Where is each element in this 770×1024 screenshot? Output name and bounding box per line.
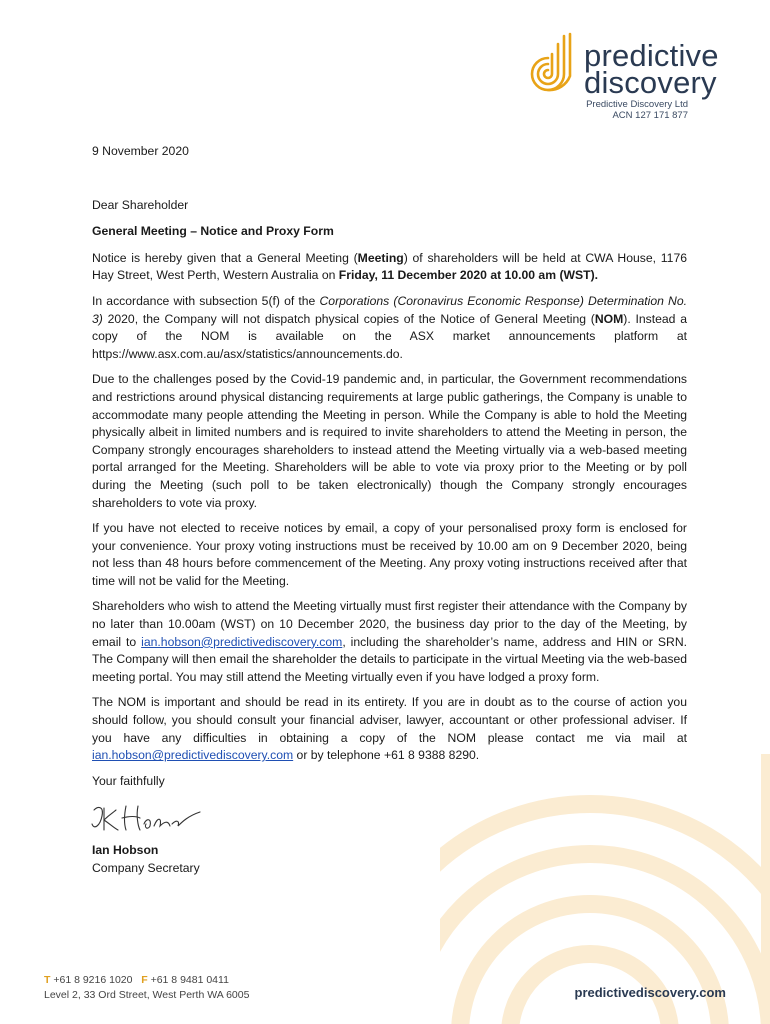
signer-name: Ian Hobson <box>92 843 159 858</box>
handwritten-signature <box>88 798 208 838</box>
letter-body <box>92 143 687 878</box>
email-link[interactable]: ian.hobson@predictivediscovery.com <box>92 748 294 763</box>
letter-subject: General Meeting – Notice and Proxy Form <box>92 224 334 239</box>
footer-website[interactable]: predictivediscovery.com <box>574 985 726 1000</box>
company-acn: ACN 127 171 877 <box>612 110 688 121</box>
fax-label: F <box>141 974 148 986</box>
company-name: Predictive Discovery Ltd <box>586 99 688 110</box>
signer-title: Company Secretary <box>92 861 200 875</box>
logo-wordmark-line2: discovery <box>584 65 717 100</box>
footer-contact <box>44 973 249 1002</box>
paragraph-virtual-registration: Shareholders who wish to attend the Meeting virtually must first register their attendance with the Company by no later than 10.00am (WST) on 10 December 2020, the business day prior to the day of the Meeting, by email to ian.hobson@predictivediscovery.com, including the shareholder’s name, address and HIN or SRN. The Company will then email the shareholder the details to participate in the virtual Meeting via the web-based meeting portal. You may still attend the Meeting virtually even if you have lodged a proxy form. <box>92 599 688 684</box>
phone-number: +61 8 9216 1020 <box>53 974 133 986</box>
footer-phone-fax <box>44 973 249 988</box>
email-link[interactable]: ian.hobson@predictivediscovery.com <box>141 634 343 649</box>
letter-date: 9 November 2020 <box>92 144 189 158</box>
paragraph-proxy: If you have not elected to receive notices by email, a copy of your personalised proxy form is enclosed for your convenience. Your proxy voting instructions must be received by 10.00 am on 9 December 2020, being not less than 48 hours before commencement of the Meeting. Any proxy voting instructions received after that time will not be valid for the Meeting. <box>92 521 687 588</box>
paragraph-meeting-notice: Notice is hereby given that a General Meeting (Meeting) of shareholders will be held at CWA House, 1176 Hay Street, West Perth, Western Australia on Friday, 11 December 2020 at 10.00 am (WST). <box>92 250 688 283</box>
phone-label: T <box>44 974 51 986</box>
logo-wordmark-line1: predictive <box>584 38 719 73</box>
footer-address: Level 2, 33 Ord Street, West Perth WA 6005 <box>44 988 250 1001</box>
salutation: Dear Shareholder <box>92 197 189 212</box>
paragraph-contact: The NOM is important and should be read in its entirety. If you are in doubt as to the course of action you should follow, you should consult your financial adviser, lawyer, accountant or other professional adviser. If you have any difficulties in obtaining a copy of the NOM please contact me via mail at ian.hobson@predictivediscovery.com or by telephone +61 8 9388 8290. <box>92 695 687 763</box>
paragraph-covid: Due to the challenges posed by the Covid-19 pandemic and, in particular, the Government recommendations and restrictions around physical distancing requirements at large public gatherings, the Company is unable to accommodate many people attending the Meeting in person. While the Company is able to hold the Meeting physically albeit in limited numbers and is required to invite shareholders to attend the Meeting in person, the Company strongly encourages shareholders to instead attend the Meeting virtually via a web-based meeting portal arranged for the Meeting. Shareholders will be able to vote via proxy prior to the Meeting or by poll during the Meeting (such poll to be taken electronically) though the Company strongly encourages shareholders to vote via proxy. <box>92 372 687 510</box>
company-logo <box>522 30 719 125</box>
fax-number: +61 8 9481 0411 <box>150 974 229 986</box>
logo-mark-icon <box>522 32 580 92</box>
signoff: Your faithfully <box>92 773 165 788</box>
paragraph-nom-availability: In accordance with subsection 5(f) of the Corporations (Coronavirus Economic Response) Determination No. 3) 2020, the Company will not dispatch physical copies of the Notice of General Meeting (NOM). Instead a copy of the NOM is available on the ASX market announcements platform at https://www.asx.com.au/asx/statistics/announcements.do. <box>92 293 687 361</box>
